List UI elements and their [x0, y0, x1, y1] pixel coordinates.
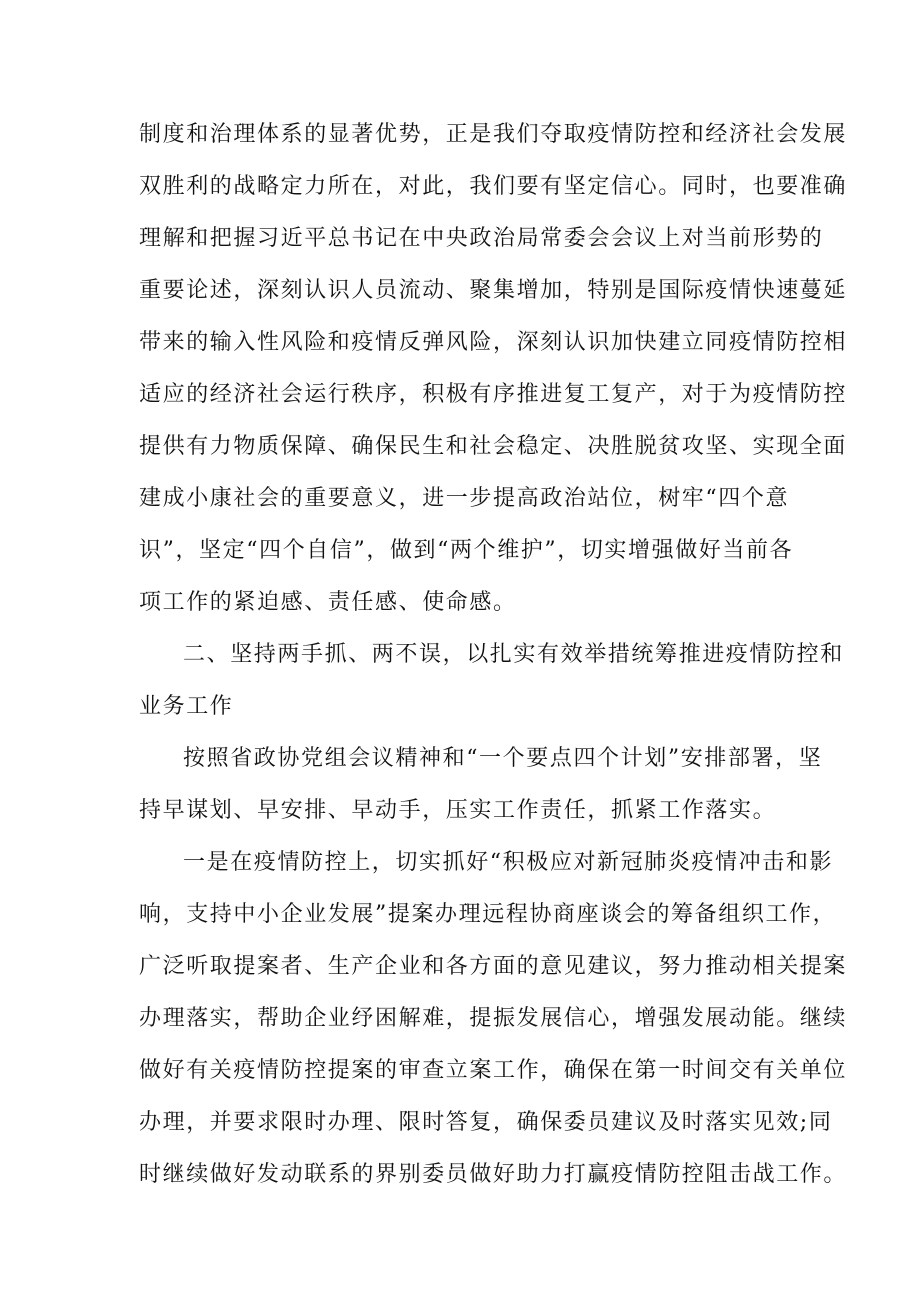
paragraph-line: 一是在疫情防控上，切实抓好“积极应对新冠肺炎疫情冲击和影 [183, 850, 834, 875]
paragraph-line: 提供有力物质保障、确保民生和社会稳定、决胜脱贫攻坚、实现全面 [139, 434, 848, 459]
paragraph-line: 时继续做好发动联系的界别委员做好助力打赢疫情防控阻击战工作。 [139, 1162, 848, 1187]
paragraph-line: 识”，坚定“四个自信”，做到“两个维护”，切实增强做好当前各 [139, 538, 794, 563]
paragraph-line: 做好有关疫情防控提案的审查立案工作，确保在第一时间交有关单位 [139, 1058, 848, 1083]
paragraph-line: 双胜利的战略定力所在，对此，我们要有坚定信心。同时，也要准确 [139, 174, 848, 199]
paragraph-line: 办理落实，帮助企业纾困解难，提振发展信心，增强发展动能。继续 [139, 1006, 848, 1031]
paragraph-line: 重要论述，深刻认识人员流动、聚集增加，特别是国际疫情快速蔓延 [139, 278, 848, 303]
paragraph-line: 响，支持中小企业发展”提案办理远程协商座谈会的筹备组织工作， [139, 902, 837, 927]
paragraph-line: 广泛听取提案者、生产企业和各方面的意见建议，努力推动相关提案 [139, 954, 848, 979]
paragraph-line: 项工作的紧迫感、责任感、使命感。 [139, 590, 517, 615]
section-heading-line: 二、坚持两手抓、两不误，以扎实有效举措统筹推进疫情防控和 [183, 642, 844, 667]
paragraph-line: 带来的输入性风险和疫情反弹风险，深刻认识加快建立同疫情防控相 [139, 330, 848, 355]
paragraph-line: 制度和治理体系的显著优势，正是我们夺取疫情防控和经济社会发展 [139, 122, 848, 147]
paragraph-line: 理解和把握习近平总书记在中央政治局常委会会议上对当前形势的 [139, 226, 824, 251]
paragraph-line: 持早谋划、早安排、早动手，压实工作责任，抓紧工作落实。 [139, 798, 777, 823]
section-heading-line: 业务工作 [139, 694, 234, 719]
paragraph-line: 按照省政协党组会议精神和“一个要点四个计划”安排部署，坚 [183, 746, 823, 771]
paragraph-line: 办理，并要求限时办理、限时答复，确保委员建议及时落实见效;同 [139, 1110, 833, 1135]
paragraph-line: 适应的经济社会运行秩序，积极有序推进复工复产，对于为疫情防控 [139, 382, 848, 407]
paragraph-line: 建成小康社会的重要意义，进一步提高政治站位，树牢“四个意 [139, 486, 790, 511]
